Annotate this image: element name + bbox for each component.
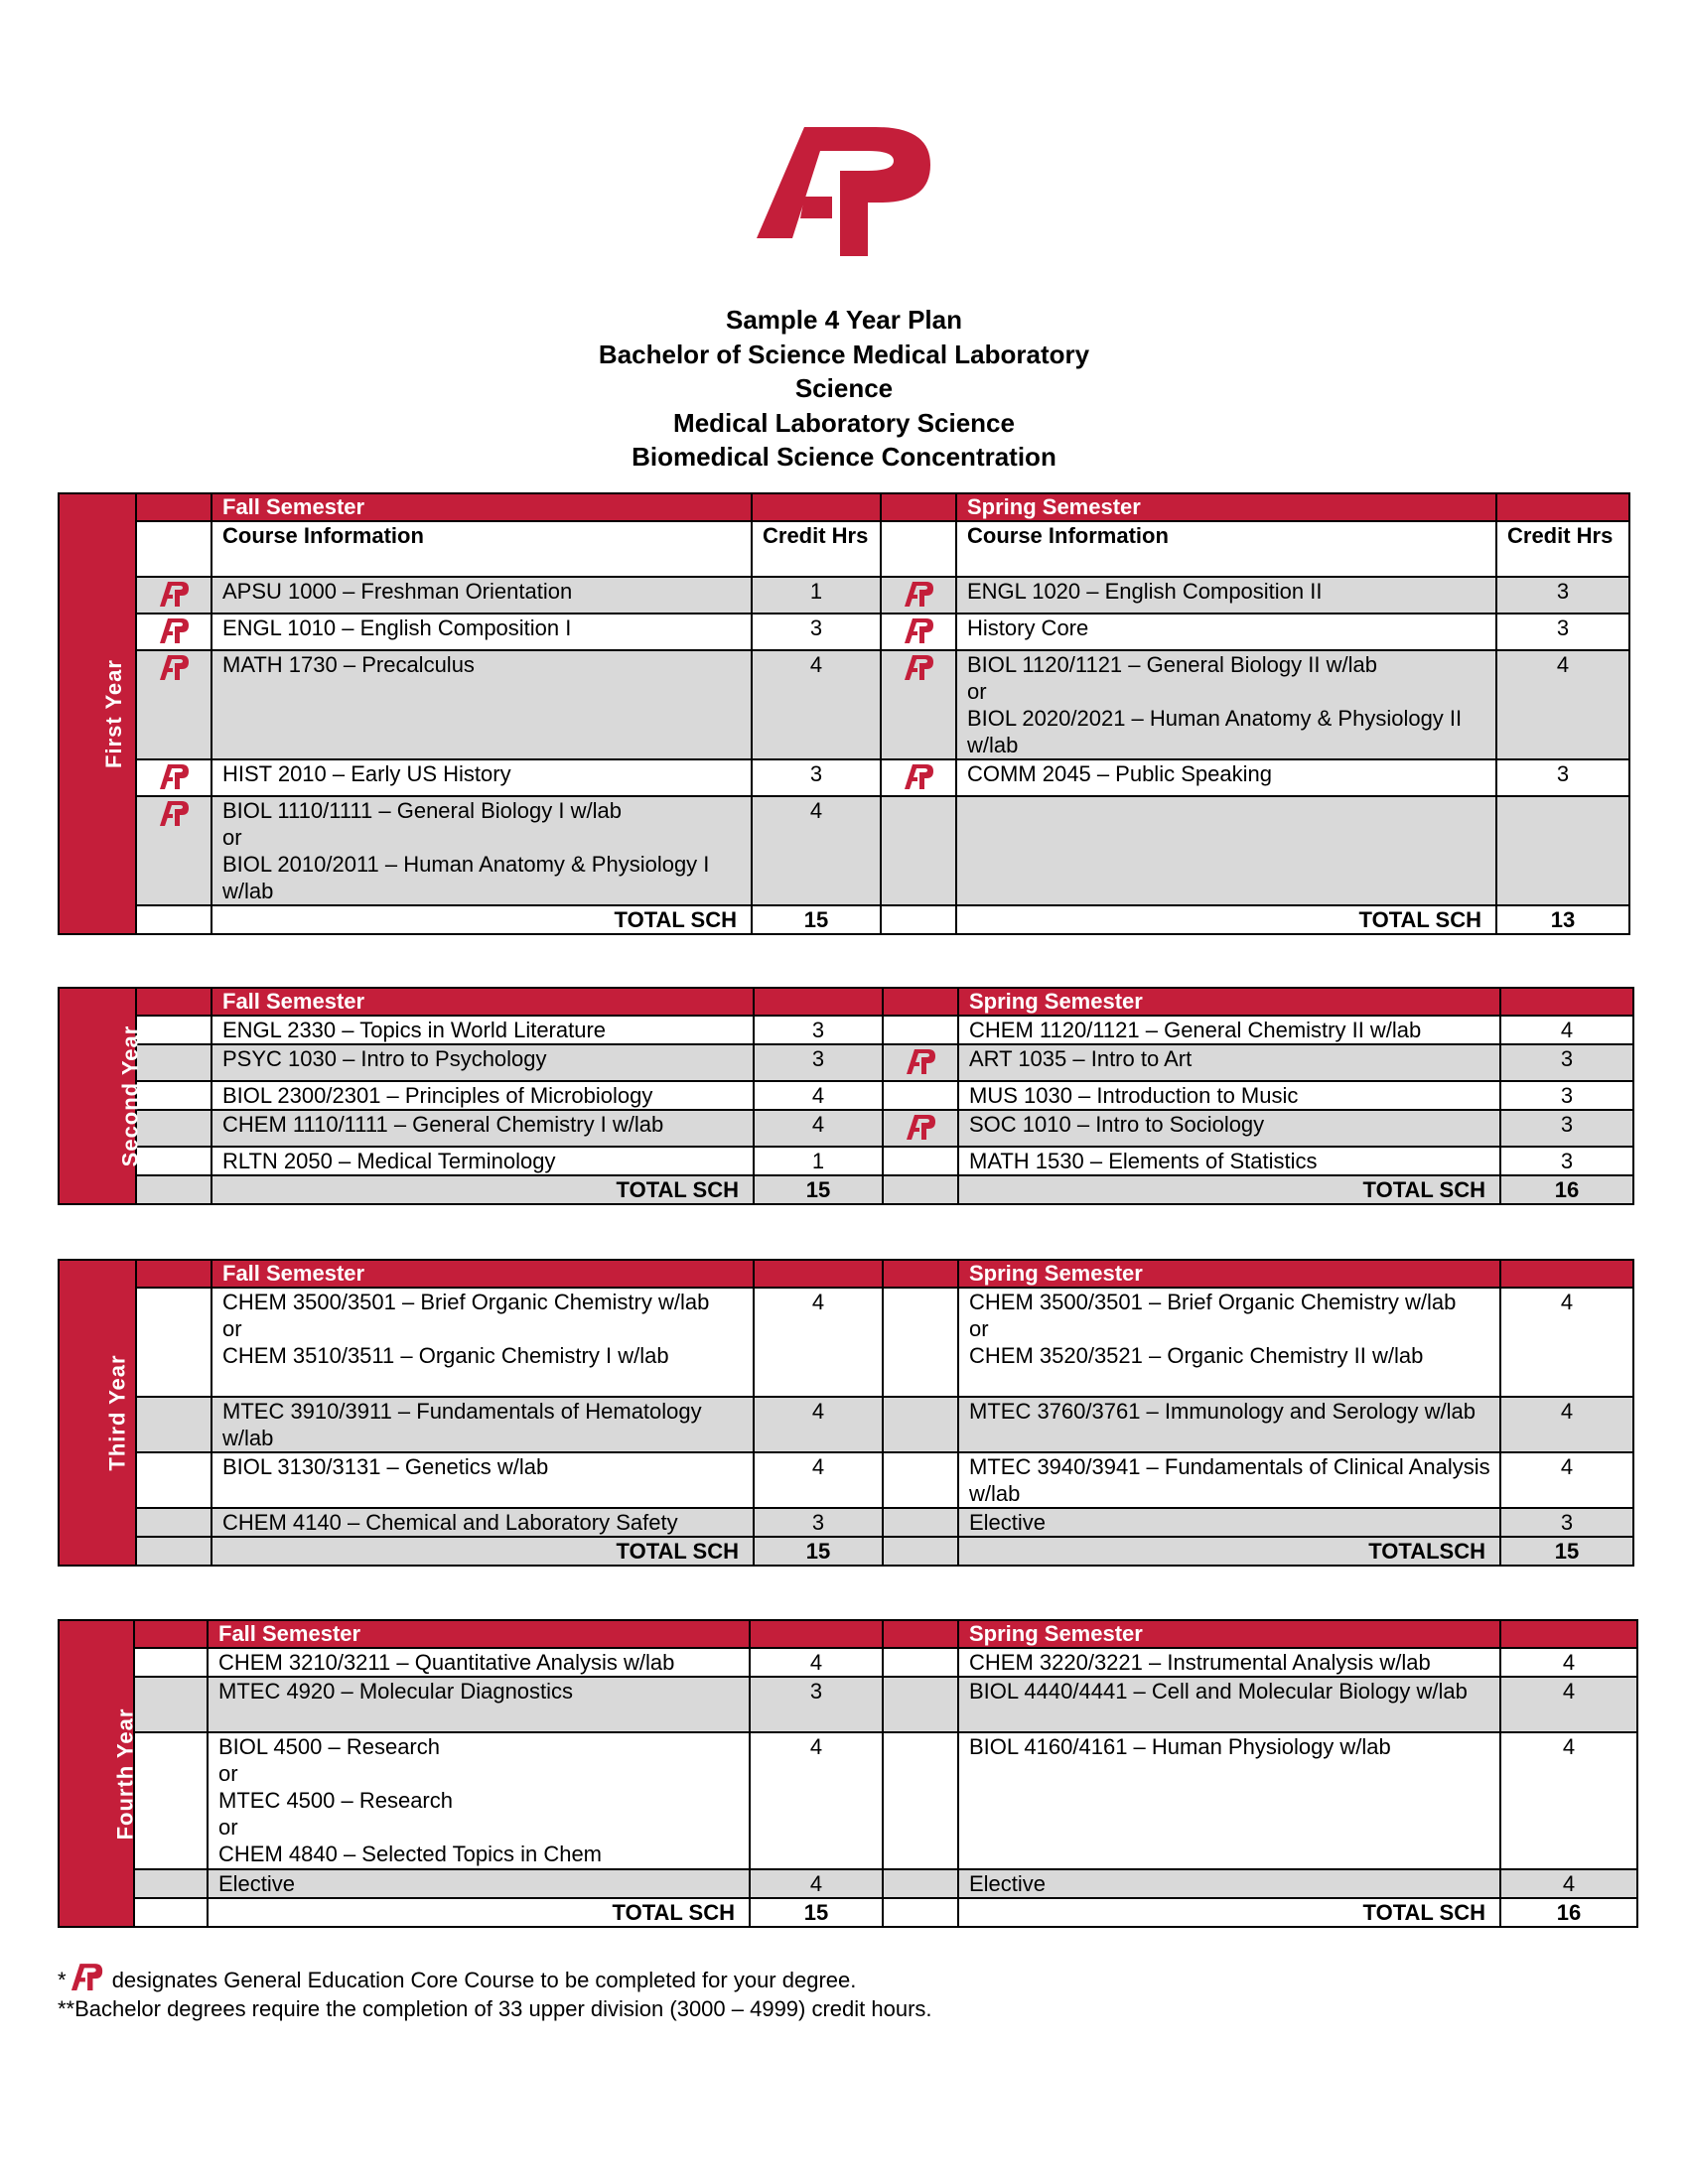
course-name: CHEM 1110/1111 – General Chemistry I w/lab [211,1110,754,1147]
course-name: SOC 1010 – Intro to Sociology [958,1110,1500,1147]
total-value: 15 [1500,1537,1633,1566]
course-name: CHEM 3220/3221 – Instrumental Analysis w/lab [958,1648,1500,1677]
credit-value: 3 [1500,1110,1633,1147]
total-row [59,1175,1633,1204]
credit-value: 3 [1500,1081,1633,1110]
credit-value: 4 [754,1110,883,1147]
credit-value: 4 [754,1288,883,1397]
course-name: MUS 1030 – Introduction to Music [958,1081,1500,1110]
total-value: 15 [754,1537,883,1566]
credit-value: 3 [752,759,881,796]
total-value: 13 [1496,905,1629,934]
total-label: TOTAL SCH [958,1898,1500,1927]
course-name: BIOL 4160/4161 – Human Physiology w/lab [958,1732,1500,1869]
credit-value: 3 [1496,614,1629,650]
course-name: MATH 1530 – Elements of Statistics [958,1147,1500,1175]
course-name: CHEM 1120/1121 – General Chemistry II w/lab [958,1016,1500,1044]
credit-value: 4 [1500,1677,1637,1732]
course-name: History Core [956,614,1496,650]
course-info-header: Course Information [211,521,752,577]
total-label: TOTALSCH [958,1537,1500,1566]
spring-header: Spring Semester [958,1260,1500,1288]
course-name: MTEC 3910/3911 – Fundamentals of Hematology w/lab [211,1397,754,1452]
course-name: APSU 1000 – Freshman Orientation [211,577,752,614]
course-row [59,614,1629,650]
gen-ed-core-icon [158,617,190,643]
credit-value: 4 [754,1452,883,1508]
apsu-logo [757,127,935,256]
course-name: MTEC 3940/3941 – Fundamentals of Clinical Analysis w/lab [958,1452,1500,1508]
year-table-3 [58,1259,1634,1567]
course-row [59,1452,1633,1508]
course-row [59,1044,1633,1081]
title-line: Science [794,373,894,403]
title-line: Biomedical Science Concentration [632,442,1056,472]
course-row [59,1081,1633,1110]
title-line: Sample 4 Year Plan [726,305,962,335]
credit-value: 4 [1500,1397,1633,1452]
total-label: TOTAL SCH [958,1175,1500,1204]
total-label: TOTAL SCH [211,1537,754,1566]
course-row [59,577,1629,614]
course-name: COMM 2045 – Public Speaking [956,759,1496,796]
credit-hrs-header: Credit Hrs [1496,521,1629,577]
course-row [59,1147,1633,1175]
plan-title [0,303,1688,475]
credit-value: 3 [754,1044,883,1081]
credit-value: 3 [1496,577,1629,614]
course-name: Elective [208,1869,750,1898]
gen-ed-core-icon [158,800,190,826]
gen-ed-core-icon [903,763,934,789]
spring-header: Spring Semester [958,988,1500,1016]
course-name: ENGL 1010 – English Composition I [211,614,752,650]
course-row [59,1677,1637,1732]
fall-header: Fall Semester [211,493,752,521]
footnote-core-text: designates General Education Core Course to be completed for your degree. [111,1968,857,1992]
gen-ed-core-icon [903,617,934,643]
credit-value: 4 [752,796,881,905]
year-label: Second Year [59,988,136,1204]
course-name: PSYC 1030 – Intro to Psychology [211,1044,754,1081]
year-label: Third Year [59,1260,136,1566]
course-row [59,796,1629,905]
course-info-header: Course Information [956,521,1496,577]
gen-ed-core-icon [158,654,190,680]
course-name: BIOL 4500 – Research or MTEC 4500 – Research or CHEM 4840 – Selected Topics in Chem [208,1732,750,1869]
course-row [59,1732,1637,1869]
gen-ed-core-icon [905,1114,936,1140]
course-name: ENGL 1020 – English Composition II [956,577,1496,614]
course-row [59,1110,1633,1147]
course-row [59,650,1629,759]
fall-header: Fall Semester [208,1620,750,1648]
fall-header: Fall Semester [211,988,754,1016]
year-table-2 [58,987,1634,1205]
course-row [59,1016,1633,1044]
credit-value: 4 [1500,1016,1633,1044]
total-label: TOTAL SCH [208,1898,750,1927]
credit-value: 4 [750,1648,883,1677]
total-row [59,1898,1637,1927]
course-name: MTEC 3760/3761 – Immunology and Serology w/lab [958,1397,1500,1452]
footnotes [58,1963,932,2023]
total-row [59,1537,1633,1566]
course-name: CHEM 4140 – Chemical and Laboratory Safety [211,1508,754,1537]
credit-value: 4 [1500,1288,1633,1397]
course-name: BIOL 4440/4441 – Cell and Molecular Biology w/lab [958,1677,1500,1732]
total-value: 15 [754,1175,883,1204]
year-table-4 [58,1619,1638,1928]
credit-value: 4 [1500,1452,1633,1508]
fall-header: Fall Semester [211,1260,754,1288]
credit-value: 3 [1500,1044,1633,1081]
credit-value: 4 [750,1732,883,1869]
title-line: Medical Laboratory Science [673,407,1015,438]
credit-value: 4 [1500,1869,1637,1898]
total-label: TOTAL SCH [956,905,1496,934]
credit-value: 4 [752,650,881,759]
total-value: 15 [752,905,881,934]
course-name: CHEM 3210/3211 – Quantitative Analysis w/lab [208,1648,750,1677]
course-name: BIOL 1110/1111 – General Biology I w/lab or BIOL 2010/2011 – Human Anatomy & Physiology I w/lab [211,796,752,905]
credit-hrs-header: Credit Hrs [752,521,881,577]
course-name: RLTN 2050 – Medical Terminology [211,1147,754,1175]
course-name: CHEM 3500/3501 – Brief Organic Chemistry w/lab or CHEM 3510/3511 – Organic Chemistry I w/lab [211,1288,754,1397]
credit-value: 4 [754,1081,883,1110]
credit-value: 3 [754,1508,883,1537]
course-name: MTEC 4920 – Molecular Diagnostics [208,1677,750,1732]
credit-value: 4 [1496,650,1629,759]
credit-value: 4 [750,1869,883,1898]
credit-value: 1 [754,1147,883,1175]
course-row [59,759,1629,796]
credit-value: 4 [754,1397,883,1452]
course-name: ART 1035 – Intro to Art [958,1044,1500,1081]
credit-value: 3 [1496,759,1629,796]
course-name: BIOL 2300/2301 – Principles of Microbiology [211,1081,754,1110]
gen-ed-core-icon [158,581,190,607]
gen-ed-core-icon [158,763,190,789]
credit-value: 3 [1500,1508,1633,1537]
credit-value: 3 [754,1016,883,1044]
gen-ed-core-icon [67,1963,106,1990]
course-row [59,1869,1637,1898]
gen-ed-core-icon [903,654,934,680]
year-table-1 [58,492,1630,935]
gen-ed-core-icon [905,1048,936,1074]
credit-value: 4 [1500,1648,1637,1677]
course-name: BIOL 3130/3131 – Genetics w/lab [211,1452,754,1508]
footnote-star: * [58,1968,67,1992]
credit-value: 1 [752,577,881,614]
year-label: Fourth Year [59,1620,134,1927]
credit-value: 4 [1500,1732,1637,1869]
total-value: 16 [1500,1175,1633,1204]
year-label: First Year [59,493,136,934]
credit-value: 3 [752,614,881,650]
course-row [59,1648,1637,1677]
total-label: TOTAL SCH [211,905,752,934]
course-row [59,1397,1633,1452]
footnote-core [58,1963,932,1994]
total-value: 16 [1500,1898,1637,1927]
footnote-upper-division: **Bachelor degrees require the completion of 33 upper division (3000 – 4999) credit hours. [58,1996,932,2021]
spring-header: Spring Semester [958,1620,1500,1648]
total-value: 15 [750,1898,883,1927]
course-row [59,1288,1633,1397]
total-row [59,905,1629,934]
title-line: Bachelor of Science Medical Laboratory [598,339,1090,369]
gen-ed-core-icon [903,581,934,607]
total-label: TOTAL SCH [211,1175,754,1204]
credit-value: 3 [1500,1147,1633,1175]
course-name: Elective [958,1508,1500,1537]
course-name: CHEM 3500/3501 – Brief Organic Chemistry w/lab or CHEM 3520/3521 – Organic Chemistry II w/lab [958,1288,1500,1397]
credit-value: 3 [750,1677,883,1732]
spring-header: Spring Semester [956,493,1496,521]
course-name: BIOL 1120/1121 – General Biology II w/lab or BIOL 2020/2021 – Human Anatomy & Physiology II w/lab [956,650,1496,759]
course-row [59,1508,1633,1537]
course-name: Elective [958,1869,1500,1898]
course-name: MATH 1730 – Precalculus [211,650,752,759]
course-name: HIST 2010 – Early US History [211,759,752,796]
course-name: ENGL 2330 – Topics in World Literature [211,1016,754,1044]
